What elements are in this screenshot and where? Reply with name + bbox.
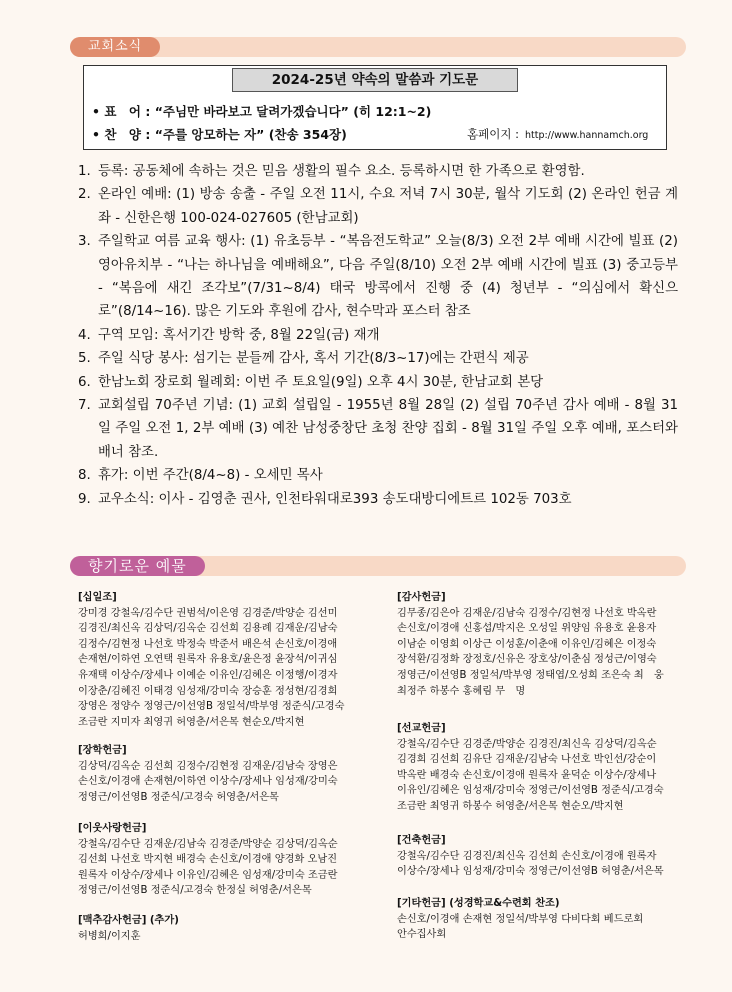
news-text: 온라인 예배: (1) 방송 송출 - 주일 오전 11시, 수요 저녁 7시 30분, 월삭 기도회 (2) 온라인 헌금 계좌 - 신한은행 100-024-027605 (한남교회) — [98, 187, 678, 226]
offering-names: 강미경 강철옥/김수단 권범석/이은영 김경준/박양순 김선미 김경진/최신옥 김상덕/김옥순 김선희 김용례 김재운/김남숙 김정수/김현정 나선호 박정숙 박준서 배은석 손신호/이경애 손재현/이하연 오연택 원록자 유용호/윤은정 윤장석/이귀심 유재택 이상수/장세나 이예순 이유인/김혜은 이정행/이경자 이장춘/김혜진 이태경 임성재/강미숙 장승훈 정성현/김경희 장영은 정양수 정영근/이선영B 정일석/박부영 정준식/고경숙 조금란 지미자 최영귀 허영춘/서은목 현순오/박지현 — [78, 607, 345, 728]
offering-thanks — [397, 590, 697, 699]
news-number: 3. — [78, 234, 91, 250]
offering-tithe — [78, 590, 378, 730]
news-text: 교회설립 70주년 기념: (1) 교회 설립일 - 1955년 8월 28일 (2) 설립 70주년 감사 예배 - 8월 31일 주일 오전 1, 2부 예배 (3) 예찬 남성중창단 초청 찬양 집회 - 8월 31일 주일 오후 예배, 포스터와 배너 참조. — [98, 398, 678, 460]
news-text: 교우소식: 이사 - 김영춘 권사, 인천타워대로393 송도대방디에트르 102동 703호 — [98, 491, 572, 507]
offering-names: 김무종/김은아 김재운/김남숙 김정수/김현정 나선호 박옥란 손신호/이경애 신홍섭/박지은 오성일 위양임 유용호 윤용자 이남순 이영희 이상근 이성훈/이춘애 이유인/김혜은 이정숙 장석환/김정화 장정호/신유은 장호상/이춘심 정성근/이영숙 정영근/이선영B 정일석/박부영 정태엽/오성희 조은숙 최 웅 최정주 하봉수 홍혜림 무 명 — [397, 607, 664, 697]
news-item — [78, 347, 678, 370]
news-number: 9. — [78, 491, 91, 507]
offering-names: 허병희/이지훈 — [78, 930, 141, 942]
offering-title: [이웃사랑헌금] — [78, 823, 147, 834]
offering-title: [기타헌금] (성경학교&수련회 찬조) — [397, 898, 560, 909]
offering-names: 김상덕/김옥순 김선희 김정수/김현정 김재운/김남숙 장영은 손신호/이경애 손재현/이하연 이상수/장세나 임성재/강미숙 정영근/이선영B 정준식/고경숙 허영춘/서은목 — [78, 760, 338, 803]
news-list — [78, 160, 678, 511]
offering-scholarship — [78, 743, 378, 805]
news-text: 휴가: 이번 주간(8/4~8) - 오세민 목사 — [98, 468, 323, 484]
offering-names: 강철옥/김수단 김경진/최신옥 김선희 손신호/이경애 원록자 이상수/장세나 임성재/강미숙 정영근/이선영B 허영춘/서은목 — [397, 850, 664, 878]
offering-title: [건축헌금] — [397, 835, 446, 846]
theme-motto: • 표 어 : “주님만 바라보고 달려가겠습니다” (히 12:1~2) — [92, 104, 432, 119]
homepage — [467, 126, 648, 142]
offering-mission — [397, 721, 697, 815]
news-item — [78, 324, 678, 347]
offering-other — [397, 896, 697, 943]
homepage-url[interactable]: http://www.hannamch.org — [524, 130, 649, 141]
news-text: 주일학교 여름 교육 행사: (1) 유초등부 - “복음전도학교” 오늘(8/3) 오전 2부 예배 시간에 빌표 (2) 영아유치부 - “나는 하나님을 예배해요”, 다음 주일(8/10) 오전 2부 예배 시간에 빌표 (3) 중고등부 - “복음에 새긴 조각보”(7/31~8/4) 태국 방콕에서 진행 중 (4) 청년부 - “의심에서 확신으로”(8/14~16). 많은 기도와 후원에 감사, 현수막과 포스터 참조 — [98, 234, 678, 320]
church-news-heading: 교회소식 — [70, 37, 160, 57]
theme-box — [83, 65, 667, 150]
offering-title: [선교헌금] — [397, 723, 446, 734]
offering-title: [장학헌금] — [78, 745, 127, 756]
homepage-label: 홈페이지 : — [467, 127, 519, 141]
news-text: 구역 모임: 혹서기간 방학 중, 8월 22일(금) 재개 — [98, 327, 380, 343]
news-number: 8. — [78, 468, 91, 484]
offering-title: [십일조] — [78, 592, 117, 603]
offering-title: [감사헌금] — [397, 592, 446, 603]
news-number: 6. — [78, 374, 91, 390]
news-text: 등록: 공동체에 속하는 것은 믿음 생활의 필수 요소. 등록하시면 한 가족으로 환영함. — [98, 164, 585, 179]
offering-title: [맥추감사헌금] (추가) — [78, 915, 179, 926]
offering-names: 강철옥/김수단 김재운/김남숙 김경준/박양순 김상덕/김옥순 김선희 나선호 박지현 배경숙 손신호/이경애 양경화 오남진 원록자 이상수/장세나 이유인/김혜은 임성재/강미숙 조금란 정영근/이선영B 정준식/고경숙 한정실 허영춘/서은목 — [78, 838, 338, 897]
offering-harvest-thanks — [78, 913, 378, 944]
church-news-section-bar — [70, 37, 686, 57]
news-number: 2. — [78, 187, 91, 203]
offering-neighbor-love — [78, 821, 378, 899]
offerings-heading: 향기로운 예물 — [70, 556, 205, 576]
news-number: 1. — [78, 164, 91, 179]
news-text: 한남노회 장로회 월례회: 이번 주 토요일(9일) 오후 4시 30분, 한남교회 본당 — [98, 374, 544, 390]
news-text: 주일 식당 봉사: 섬기는 분들께 감사, 혹서 기간(8/3~17)에는 간편식 제공 — [98, 351, 529, 367]
news-item — [78, 183, 678, 230]
theme-hymn: • 찬 양 : “주를 앙모하는 자” (찬송 354장) — [92, 127, 347, 142]
news-number: 5. — [78, 351, 91, 367]
offering-names: 손신호/이경애 손재현 정일석/박부영 다비다회 베드로회 안수집사회 — [397, 913, 644, 941]
news-item — [78, 230, 678, 324]
news-item — [78, 394, 678, 464]
offering-building — [397, 833, 697, 880]
news-item — [78, 464, 678, 487]
news-item — [78, 160, 678, 183]
offering-names: 강철옥/김수단 김경준/박양순 김경진/최신옥 김상덕/김옥순 김경희 김선희 김유단 김재운/김남숙 나선호 박인선/강순이 박옥란 배경숙 손신호/이경애 원록자 윤덕순 이상수/장세나 이유인/김혜은 임성재/강미숙 정영근/이선영B 정준식/고경숙 조금란 최영귀 하봉수 허영춘/서은목 현순오/박지현 — [397, 738, 664, 812]
news-number: 4. — [78, 327, 91, 343]
news-number: 7. — [78, 398, 91, 414]
theme-title: 2024-25년 약속의 말씀과 기도문 — [232, 68, 518, 92]
news-item — [78, 488, 678, 511]
news-item — [78, 371, 678, 394]
offerings-section-bar — [70, 556, 686, 576]
